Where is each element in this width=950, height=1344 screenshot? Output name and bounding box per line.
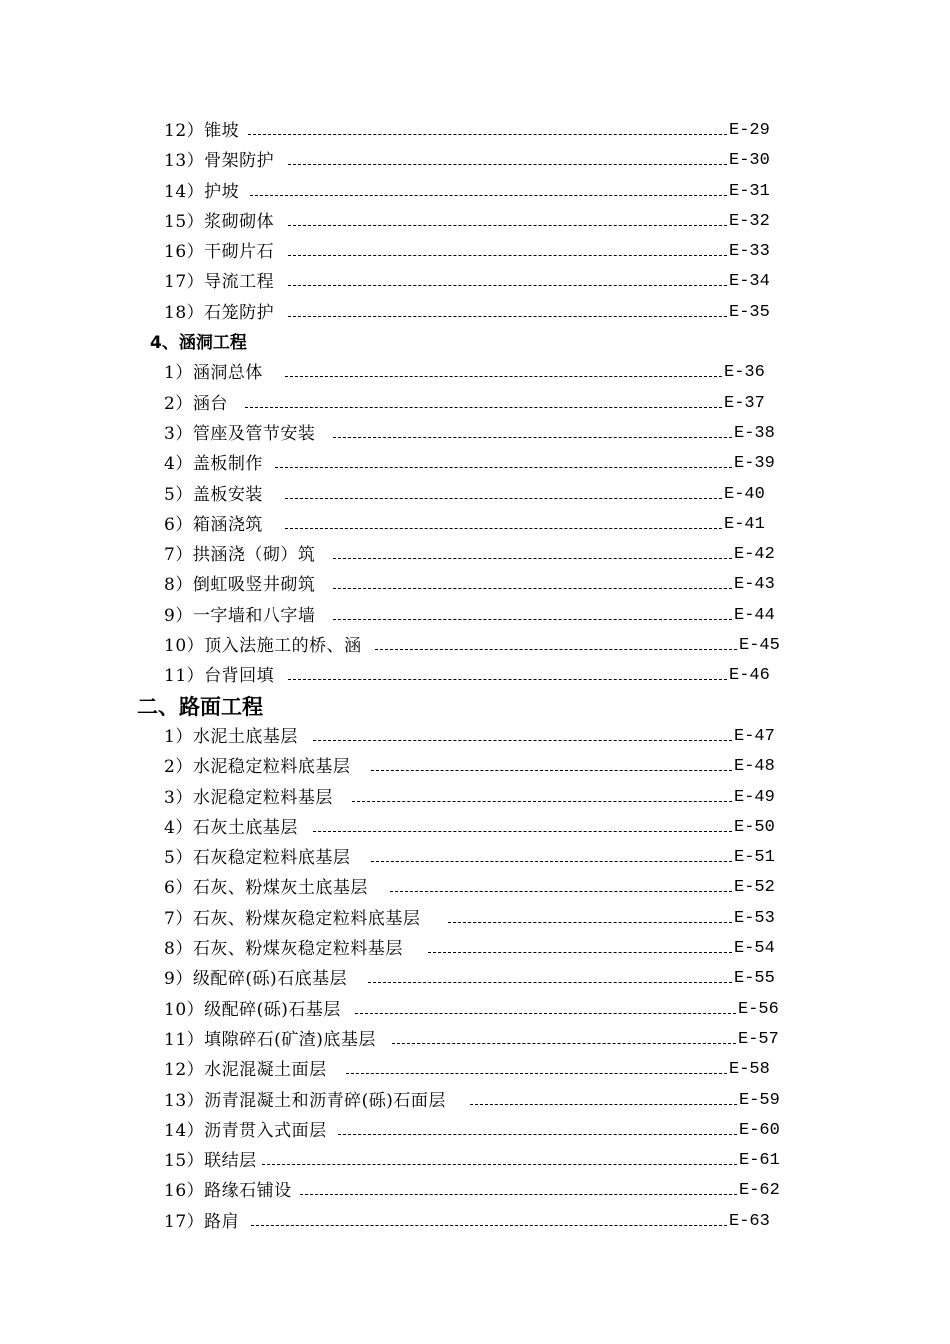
toc-entry-label: 8）石灰、粉煤灰稳定粒料基层 [164, 939, 403, 960]
toc-dot-leader [262, 1164, 737, 1165]
toc-entry[interactable] [0, 1176, 950, 1206]
toc-entry-label: 10）级配碎(砾)石基层 [164, 999, 341, 1020]
toc-entry[interactable] [0, 419, 950, 449]
toc-entry-label: 12）水泥混凝土面层 [164, 1060, 327, 1081]
toc-page-number: E-36 [724, 363, 765, 383]
toc-entry[interactable] [0, 540, 950, 570]
toc-entry[interactable] [0, 177, 950, 207]
toc-dot-leader [390, 891, 732, 892]
toc-page-number: E-32 [729, 211, 770, 231]
toc-dot-leader [375, 649, 737, 650]
toc-entry[interactable] [0, 904, 950, 934]
section-heading [0, 692, 950, 722]
toc-entry-label: 14）护坡 [164, 181, 240, 202]
toc-entry[interactable] [0, 1025, 950, 1055]
toc-page-number: E-56 [738, 999, 779, 1019]
toc-page-number: E-33 [729, 242, 770, 262]
toc-page-number: E-41 [724, 514, 765, 534]
toc-entry[interactable] [0, 722, 950, 752]
toc-entry[interactable] [0, 964, 950, 994]
toc-entry[interactable] [0, 752, 950, 782]
toc-entry-label: 2）水泥稳定粒料底基层 [164, 757, 351, 778]
toc-page-number: E-35 [729, 302, 770, 322]
toc-page-number: E-51 [734, 848, 775, 868]
toc-entry[interactable] [0, 995, 950, 1025]
toc-entry-label: 13）沥青混凝土和沥青碎(砾)石面层 [164, 1090, 446, 1111]
toc-entry[interactable] [0, 449, 950, 479]
toc-entry[interactable] [0, 1146, 950, 1176]
toc-entry-label: 10）顶入法施工的桥、涵 [164, 636, 362, 657]
toc-page-number: E-50 [734, 817, 775, 837]
toc-dot-leader [300, 1194, 737, 1195]
toc-page-number: E-60 [739, 1120, 780, 1140]
toc-page-number: E-44 [734, 605, 775, 625]
toc-entry-label: 6）石灰、粉煤灰土底基层 [164, 878, 368, 899]
toc-page-number: E-57 [738, 1029, 779, 1049]
toc-dot-leader [275, 467, 732, 468]
toc-dot-leader [288, 285, 727, 286]
toc-dot-leader [285, 528, 722, 529]
toc-entry-label: 11）填隙碎石(矿渣)底基层 [164, 1029, 376, 1050]
toc-dot-leader [333, 558, 732, 559]
toc-dot-leader [285, 376, 722, 377]
toc-dot-leader [288, 225, 727, 226]
toc-entry-label: 1）涵洞总体 [164, 363, 263, 384]
toc-page-number: E-58 [729, 1060, 770, 1080]
toc-page-number: E-43 [734, 575, 775, 595]
toc-page-number: E-55 [734, 969, 775, 989]
toc-entry-label: 11）台背回填 [164, 666, 275, 687]
toc-entry-label: 5）盖板安装 [164, 484, 263, 505]
toc-entry-label: 1）水泥土底基层 [164, 726, 298, 747]
toc-dot-leader [448, 922, 732, 923]
toc-entry-label: 5）石灰稳定粒料底基层 [164, 848, 351, 869]
toc-entry-label: 15）浆砌砌体 [164, 211, 275, 232]
toc-entry[interactable] [0, 570, 950, 600]
toc-dot-leader [470, 1104, 737, 1105]
toc-page-number: E-49 [734, 787, 775, 807]
toc-entry[interactable] [0, 298, 950, 328]
toc-page-number: E-53 [734, 908, 775, 928]
toc-entry-label: 16）路缘石铺设 [164, 1181, 292, 1202]
heading-text: 二、路面工程 [137, 694, 263, 719]
toc-entry[interactable] [0, 207, 950, 237]
toc-entry-label: 12）锥坡 [164, 121, 240, 141]
toc-entry[interactable] [0, 510, 950, 540]
toc-page-number: E-37 [724, 393, 765, 413]
toc-dot-leader [368, 982, 732, 983]
toc-dot-leader [313, 831, 732, 832]
toc-page-number: E-62 [739, 1181, 780, 1201]
toc-entry[interactable] [0, 1055, 950, 1085]
toc-dot-leader [288, 164, 727, 165]
toc-page-number: E-59 [739, 1090, 780, 1110]
toc-dot-leader [333, 619, 732, 620]
toc-entry[interactable] [0, 934, 950, 964]
toc-entry[interactable] [0, 1086, 950, 1116]
toc-page-number: E-48 [734, 757, 775, 777]
toc-dot-leader [250, 195, 727, 196]
toc-page-number: E-63 [729, 1211, 770, 1231]
toc-entry[interactable] [0, 146, 950, 176]
toc-page-number: E-61 [739, 1151, 780, 1171]
toc-dot-leader [338, 1134, 737, 1135]
toc-entry-label: 7）拱涵浇（砌）筑 [164, 545, 316, 566]
toc-page-number: E-30 [729, 151, 770, 171]
toc-entry[interactable] [0, 358, 950, 388]
toc-entry[interactable] [0, 389, 950, 419]
toc-page-number: E-40 [724, 484, 765, 504]
toc-entry-label: 3）管座及管节安装 [164, 423, 316, 444]
toc-entry[interactable] [0, 480, 950, 510]
toc-dot-leader [288, 316, 727, 317]
toc-entry[interactable] [0, 631, 950, 661]
toc-entry[interactable] [0, 1116, 950, 1146]
toc-dot-leader [346, 1073, 727, 1074]
toc-dot-leader [333, 437, 732, 438]
toc-entry[interactable] [0, 267, 950, 297]
toc-dot-leader [288, 679, 727, 680]
toc-dot-leader [285, 498, 722, 499]
toc-entry-label: 9）一字墙和八字墙 [164, 605, 316, 626]
toc-entry-label: 9）级配碎(砾)石底基层 [164, 969, 348, 990]
toc-entry-label: 4）石灰土底基层 [164, 817, 298, 838]
toc-entry[interactable] [0, 1207, 950, 1237]
toc-dot-leader [288, 255, 727, 256]
table-of-contents [0, 116, 950, 1237]
toc-dot-leader [392, 1043, 736, 1044]
toc-entry-label: 15）联结层 [164, 1151, 257, 1172]
toc-page-number: E-54 [734, 939, 775, 959]
toc-dot-leader [313, 740, 732, 741]
toc-dot-leader [355, 1013, 736, 1014]
toc-dot-leader [352, 801, 732, 802]
toc-entry[interactable] [0, 813, 950, 843]
toc-page-number: E-38 [734, 423, 775, 443]
toc-page-number: E-31 [729, 181, 770, 201]
toc-page-number: E-52 [734, 878, 775, 898]
toc-dot-leader [428, 952, 732, 953]
toc-page-number: E-42 [734, 545, 775, 565]
subsection-heading [0, 328, 950, 358]
toc-entry-label: 13）骨架防护 [164, 151, 275, 172]
toc-entry[interactable] [0, 843, 950, 873]
toc-entry[interactable] [0, 116, 950, 146]
toc-entry-label: 2）涵台 [164, 393, 228, 414]
toc-page-number: E-46 [729, 666, 770, 686]
toc-page-number: E-29 [729, 121, 770, 140]
toc-page [0, 116, 950, 1237]
toc-page-number: E-45 [739, 636, 780, 656]
toc-entry-label: 3）水泥稳定粒料基层 [164, 787, 333, 808]
toc-entry-label: 18）石笼防护 [164, 302, 275, 323]
toc-dot-leader [251, 1225, 727, 1226]
toc-dot-leader [371, 770, 732, 771]
toc-entry[interactable] [0, 237, 950, 267]
toc-entry[interactable] [0, 661, 950, 691]
toc-entry-label: 17）导流工程 [164, 272, 275, 293]
toc-entry-label: 8）倒虹吸竖井砌筑 [164, 575, 316, 596]
toc-entry-label: 4）盖板制作 [164, 454, 263, 475]
toc-page-number: E-34 [729, 272, 770, 292]
toc-entry-label: 14）沥青贯入式面层 [164, 1120, 327, 1141]
toc-entry-label: 6）箱涵浇筑 [164, 514, 263, 535]
toc-dot-leader [245, 407, 722, 408]
toc-entry[interactable] [0, 873, 950, 903]
toc-dot-leader [248, 134, 727, 135]
toc-entry-label: 17）路肩 [164, 1211, 240, 1232]
toc-entry-label: 16）干砌片石 [164, 242, 275, 263]
toc-entry-label: 7）石灰、粉煤灰稳定粒料底基层 [164, 908, 421, 929]
toc-entry[interactable] [0, 783, 950, 813]
toc-dot-leader [371, 861, 732, 862]
heading-text: 4、涵洞工程 [150, 333, 247, 354]
toc-dot-leader [333, 588, 732, 589]
toc-page-number: E-39 [734, 454, 775, 474]
toc-page-number: E-47 [734, 726, 775, 746]
toc-entry[interactable] [0, 601, 950, 631]
